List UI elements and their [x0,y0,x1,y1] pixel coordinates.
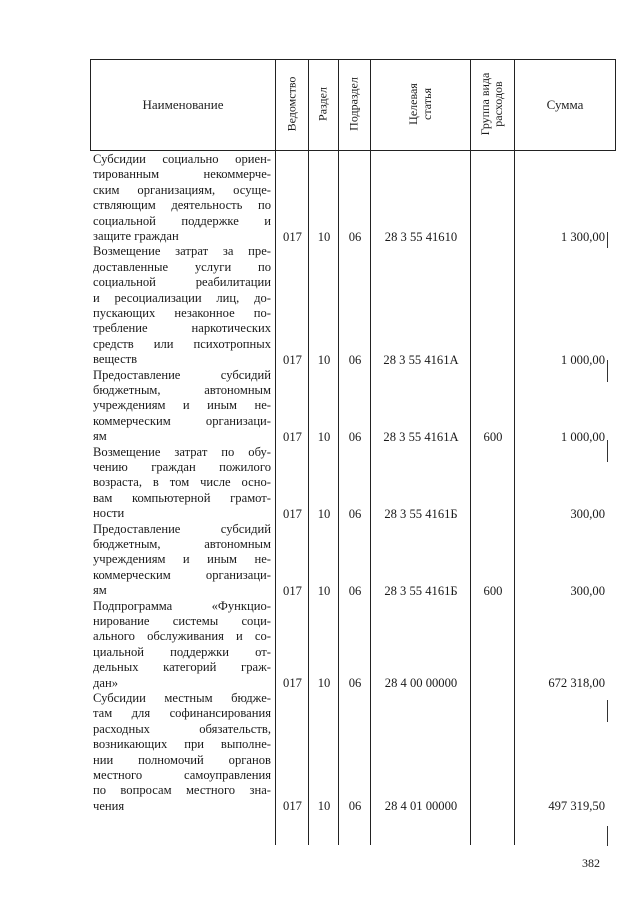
header-bottom-border [90,150,616,151]
row-amount: 1 000,00 [560,352,605,367]
row-section: 10 [317,583,331,598]
row-name-line: местного самоуправления [93,768,271,782]
row-department: 017 [283,229,302,244]
header-section: Раздел [315,87,330,121]
col-border-pod [370,59,371,151]
row-name-line: ального обслуживания и со- [93,629,271,644]
row-name-line: Предоставление субсидий [93,367,271,382]
row-department: 017 [283,799,302,814]
body-col-border-ved [308,150,309,845]
row-name-line: тированным некоммерче- [93,167,271,182]
row-expense-group: 600 [483,583,503,598]
row-name-line: вам компьютерной грамот- [93,490,271,505]
page-number: 382 [582,856,600,870]
row-subsection: 06 [348,799,362,814]
row-amount: 1 300,00 [560,229,605,244]
row-amount: 300,00 [570,583,605,598]
row-name-line: средств или психотропных [93,336,271,351]
row-subsection: 06 [348,352,362,367]
row-department: 017 [283,352,302,367]
body-col-border-raz [338,150,339,845]
row-subsection: 06 [348,583,362,598]
row-subsection: 06 [348,229,362,244]
row-section: 10 [317,352,331,367]
row-name-line: по вопросам местного зна- [93,783,271,798]
row-section: 10 [317,506,331,521]
row-name-line: Субсидии местным бюдже- [93,691,271,705]
col-border-raz [338,59,339,151]
row-name-line: ям [93,583,107,598]
header-target-item-text: Целевая статья [406,83,434,125]
row-name-line: циальной поддержки от- [93,644,271,659]
row-name-line: Возмещение затрат по обу- [93,444,271,459]
row-target-item: 28 3 55 4161Б [384,506,458,521]
row-section: 10 [317,799,331,814]
row-subsection: 06 [348,429,362,444]
row-name-line: возникающих при выполне- [93,737,271,752]
body-col-border-right [607,826,608,846]
body-col-border-cel [470,150,471,845]
row-name-line: требление наркотических [93,321,271,336]
col-border-cel [470,59,471,151]
row-name-line: защите граждан [93,229,179,243]
row-name-line: учреждениям и иным не- [93,398,271,413]
row-subsection: 06 [348,676,362,691]
row-section: 10 [317,676,331,691]
row-name-line: учреждениям и иным не- [93,552,271,567]
row-amount: 300,00 [570,506,605,521]
header-amount: Сумма [546,97,584,112]
body-col-border-right [607,232,608,248]
col-border-ved [308,59,309,151]
row-name-line: ствляющим деятельность по [93,198,271,213]
row-name-line: Возмещение затрат за пре- [93,244,271,259]
row-name-line: и ресоциализации лиц, до- [93,290,271,305]
row-name-line: ности [93,506,125,521]
row-target-item: 28 3 55 41610 [384,229,458,244]
row-name-line: бюджетным, автономным [93,537,271,551]
row-department: 017 [283,506,302,521]
row-name-line: пускающих незаконное по- [93,306,271,320]
row-target-item: 28 4 01 00000 [384,799,458,814]
row-name-line: доставленные услуги по [93,259,271,274]
row-name-line: дан» [93,675,119,690]
row-amount: 497 319,50 [548,799,605,814]
row-target-item: 28 4 00 00000 [384,676,458,691]
row-department: 017 [283,583,302,598]
row-name-line: ским организациям, осуще- [93,182,271,197]
row-name-line: социальной поддержке и [93,213,271,228]
row-name-line: расходных обязательств, [93,721,271,736]
row-name-line: веществ [93,352,138,367]
row-name-line: Подпрограмма «Функцио- [93,598,271,613]
header-expense-group-text: Группа вида расходов [478,72,505,136]
row-target-item: 28 3 55 4161Б [384,583,458,598]
row-department: 017 [283,676,302,691]
row-subsection: 06 [348,506,362,521]
body-col-border-right [607,440,608,462]
row-name-line: бюджетным, автономным [93,383,271,397]
row-name-line: коммерческим организаци- [93,413,271,428]
row-name-line: возраста, в том числе осно- [93,475,271,490]
body-col-border-pod [370,150,371,845]
row-name-line: нии полномочий органов [93,752,271,767]
row-section: 10 [317,229,331,244]
header-subsection: Подраздел [346,77,361,131]
body-col-border-grp [514,150,515,845]
body-col-border-right [607,700,608,722]
row-target-item: 28 3 55 4161А [383,429,459,444]
body-col-border-name [275,150,276,845]
header-name: Наименование [142,97,224,112]
row-name-line: чению граждан пожилого [93,460,271,474]
header-expense-group [479,65,505,143]
row-name-line: дельных категорий граж- [93,660,271,675]
row-name-line: там для софинансирования [93,706,271,721]
row-amount: 1 000,00 [560,429,605,444]
header-department: Ведомство [284,76,299,132]
row-name-line: социальной реабилитации [93,275,271,290]
row-amount: 672 318,00 [548,676,605,691]
row-name-line: коммерческим организаци- [93,567,271,582]
row-target-item: 28 3 55 4161А [383,352,459,367]
row-name-line: Субсидии социально ориен- [93,152,271,166]
row-expense-group: 600 [483,429,503,444]
col-border-right [615,59,616,151]
row-name-line: нирование системы соци- [93,614,271,628]
row-name-line: чения [93,798,125,813]
row-name-line: Предоставление субсидий [93,521,271,536]
row-section: 10 [317,429,331,444]
body-col-border-right [607,360,608,382]
row-name-line: ям [93,429,107,444]
header-target-item [406,74,434,134]
row-department: 017 [283,429,302,444]
